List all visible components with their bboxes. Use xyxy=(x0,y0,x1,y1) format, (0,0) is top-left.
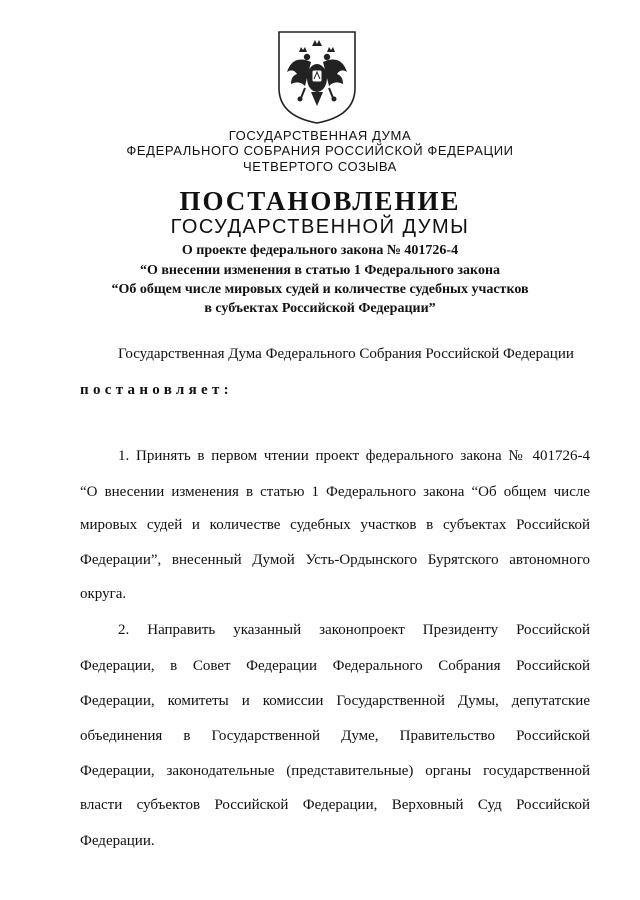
item-1-line: 1. Принять в первом чтении проект федерального закона № 401726-4 xyxy=(118,448,590,464)
subject-line: в субъектах Российской Федерации” xyxy=(204,301,436,316)
coat-of-arms-icon xyxy=(275,28,359,126)
document-title: ПОСТАНОВЛЕНИЕ xyxy=(179,186,461,216)
organization-parent: ФЕДЕРАЛЬНОГО СОБРАНИЯ РОССИЙСКОЙ ФЕДЕРАЦИИ xyxy=(126,143,514,158)
item-1-line: Федерации”, внесенный Думой Усть-Ордынского Бурятского автономного xyxy=(80,552,590,568)
item-2-line: Федерации. xyxy=(80,833,155,849)
convocation: ЧЕТВЕРТОГО СОЗЫВА xyxy=(243,159,397,174)
item-1-line: “О внесении изменения в статью 1 Федерального закона “Об общем числе xyxy=(80,484,590,500)
document-subtitle: ГОСУДАРСТВЕННОЙ ДУМЫ xyxy=(170,216,470,238)
item-2-line: Федерации, законодательные (представительные) органы государственной xyxy=(80,763,590,779)
organization-name: ГОСУДАРСТВЕННАЯ ДУМА xyxy=(228,128,412,143)
item-1-line: округа. xyxy=(80,586,127,602)
subject-line: “О внесении изменения в статью 1 Федерального закона xyxy=(139,263,501,278)
preamble: Государственная Дума Федерального Собрания Российской Федерации xyxy=(118,346,574,362)
decree-word: постановляет: xyxy=(80,382,233,398)
item-2-line: объединения в Государственной Думе, Правительство Российской xyxy=(80,728,590,744)
item-2-line: Федерации, комитеты и комиссии Государственной Думы, депутатские xyxy=(80,693,590,709)
item-2-line: власти субъектов Российской Федерации, Верховный Суд Российской xyxy=(80,797,590,813)
subject-line: О проекте федерального закона № 401726-4 xyxy=(181,243,459,258)
item-2-line: 2. Направить указанный законопроект Президенту Российской xyxy=(118,622,590,638)
item-1-line: мировых судей и количестве судебных участков в субъектах Российской xyxy=(80,517,590,533)
item-2-line: Федерации, в Совет Федерации Федерального Собрания Российской xyxy=(80,658,590,674)
subject-line: “Об общем числе мировых судей и количестве судебных участков xyxy=(111,282,529,297)
